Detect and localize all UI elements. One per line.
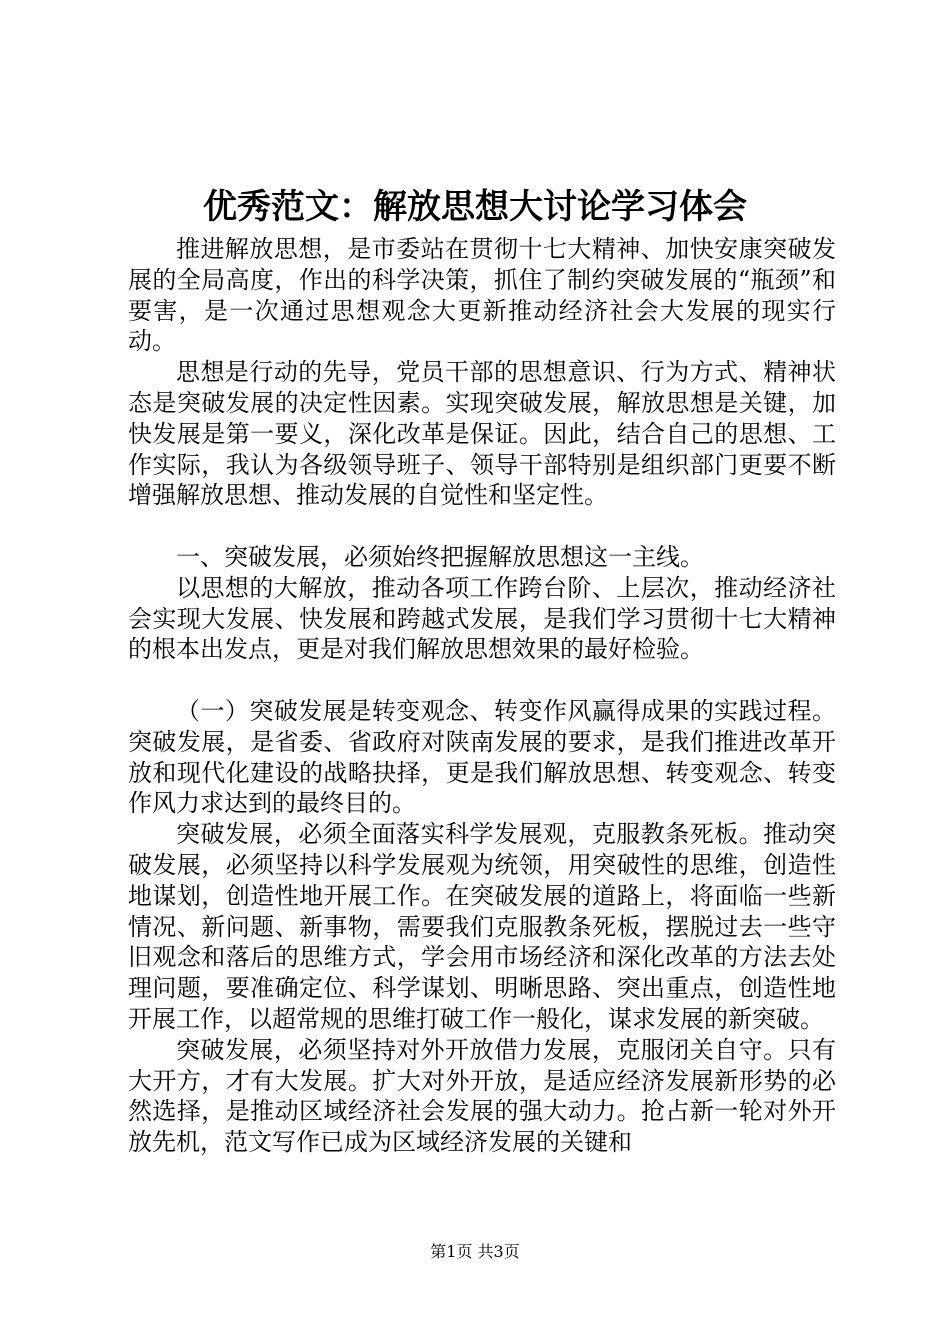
subsection-paragraph-1: （一）突破发展是转变观念、转变作风赢得成果的实践过程。突破发展，是省委、省政府对陕南发展的要求，是我们推进改革开放和现代化建设的战略抉择，更是我们解放思想、转变观念、转变作风力求达到的最终目的。 [128,696,836,818]
paragraph-opening-up: 突破发展，必须坚持对外开放借力发展，克服闭关自守。只有大开方，才有大发展。扩大对外开放，是适应经济发展新形势的必然选择，是推动区域经济社会发展的强大动力。抢占新一轮对外开放先机，范文写作已成为区域经济发展的关键和 [128,1035,836,1157]
paragraph-liberation: 以思想的大解放，推动各项工作跨台阶、上层次，推动经济社会实现大发展、快发展和跨越式发展，是我们学习贯彻十七大精神的根本出发点，更是对我们解放思想效果的最好检验。 [128,573,836,664]
section-heading-1: 一、突破发展，必须始终把握解放思想这一主线。 [176,542,704,571]
paragraph-intro: 推进解放思想，是市委站在贯彻十七大精神、加快安康突破发展的全局高度，作出的科学决策，抓住了制约突破发展的“瓶颈”和要害，是一次通过思想观念大更新推动经济社会大发展的现实行动。 [128,235,836,356]
paragraph-thinking-guide: 思想是行动的先导，党员干部的思想意识、行为方式、精神状态是突破发展的决定性因素。实现突破发展，解放思想是关键，加快发展是第一要义，深化改革是保证。因此，结合自己的思想、工作实际，我认为各级领导班子、领导干部特别是组织部门更要不断增强解放思想、推动发展的自觉性和坚定性。 [128,358,836,510]
paragraph-scientific-development: 突破发展，必须全面落实科学发展观，克服教条死板。推动突破发展，必须坚持以科学发展观为统领，用突破性的思维，创造性地谋划，创造性地开展工作。在突破发展的道路上，将面临一些新情况、新问题、新事物，需要我们克服教条死板，摆脱过去一些守旧观念和落后的思维方式，学会用市场经济和深化改革的方法去处理问题，要准确定位、科学谋划、明晰思路、突出重点，创造性地开展工作，以超常规的思维打破工作一般化，谋求发展的新突破。 [128,820,836,1033]
page-number-footer: 第1页 共3页 [430,1242,520,1261]
document-body [128,234,836,1158]
document-title: 优秀范文：解放思想大讨论学习体会 [203,187,747,227]
